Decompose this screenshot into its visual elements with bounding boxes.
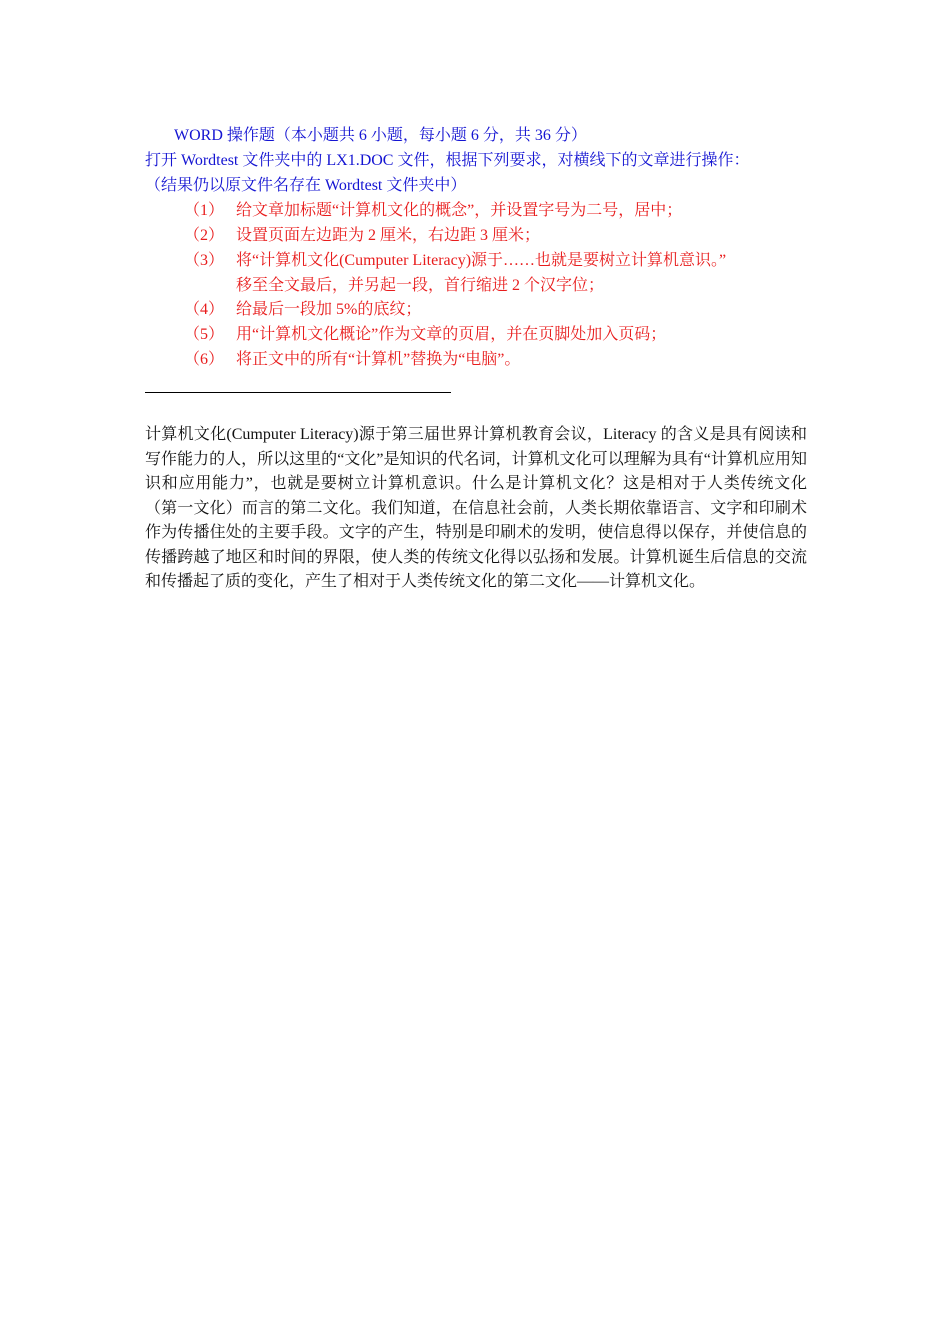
- task-number: （2）: [184, 227, 225, 244]
- horizontal-rule: [145, 392, 451, 393]
- task-item-2: [0, 226, 950, 246]
- task-text: 移至全文最后，并另起一段，首行缩进 2 个汉字位；: [236, 277, 605, 294]
- task-number: （3）: [184, 252, 225, 269]
- task-item-3-continued: [0, 276, 950, 296]
- header-title: WORD 操作题（本小题共 6 小题，每小题 6 分，共 36 分）: [174, 127, 587, 144]
- task-number: （4）: [184, 301, 225, 318]
- task-text: 将正文中的所有“计算机”替换为“电脑”。: [236, 351, 521, 368]
- task-number: （5）: [184, 326, 225, 343]
- task-item-1: [0, 201, 950, 221]
- instruction-line-2: （结果仍以原文件名存在 Wordtest 文件夹中）: [145, 177, 467, 194]
- task-number: （1）: [184, 202, 225, 219]
- task-item-5: [0, 325, 950, 345]
- task-item-4: [0, 300, 950, 320]
- task-number: （6）: [184, 351, 225, 368]
- task-text: 设置页面左边距为 2 厘米，右边距 3 厘米；: [236, 227, 541, 244]
- task-item-6: [0, 350, 950, 370]
- task-item-3: [0, 251, 950, 271]
- article-paragraph: 计算机文化(Cumputer Literacy)源于第三届世界计算机教育会议，Literacy 的含义是具有阅读和写作能力的人，所以这里的“文化”是知识的代名词，计算机文化可以理解为具有“计算机应用知识和应用能力”，也就是要树立计算机意识。什么是计算机文化？这是相对于人类传统文化（第一文化）而言的第二文化。我们知道，在信息社会前，人类长期依靠语言、文字和印刷术作为传播住处的主要手段。文字的产生，特别是印刷术的发明，使信息得以保存，并使信息的传播跨越了地区和时间的界限，使人类的传统文化得以弘扬和发展。计算机诞生后信息的交流和传播起了质的变化，产生了相对于人类传统文化的第二文化——计算机文化。: [145, 426, 807, 590]
- task-text: 给最后一段加 5%的底纹；: [236, 301, 422, 318]
- task-text: 将“计算机文化(Cumputer Literacy)源于……也就是要树立计算机意识。”: [236, 252, 727, 269]
- instruction-line-1: 打开 Wordtest 文件夹中的 LX1.DOC 文件，根据下列要求，对横线下的文章进行操作：: [145, 152, 750, 169]
- task-text: 给文章加标题“计算机文化的概念”，并设置字号为二号，居中；: [236, 202, 683, 219]
- task-text: 用“计算机文化概论”作为文章的页眉，并在页脚处加入页码；: [236, 326, 667, 343]
